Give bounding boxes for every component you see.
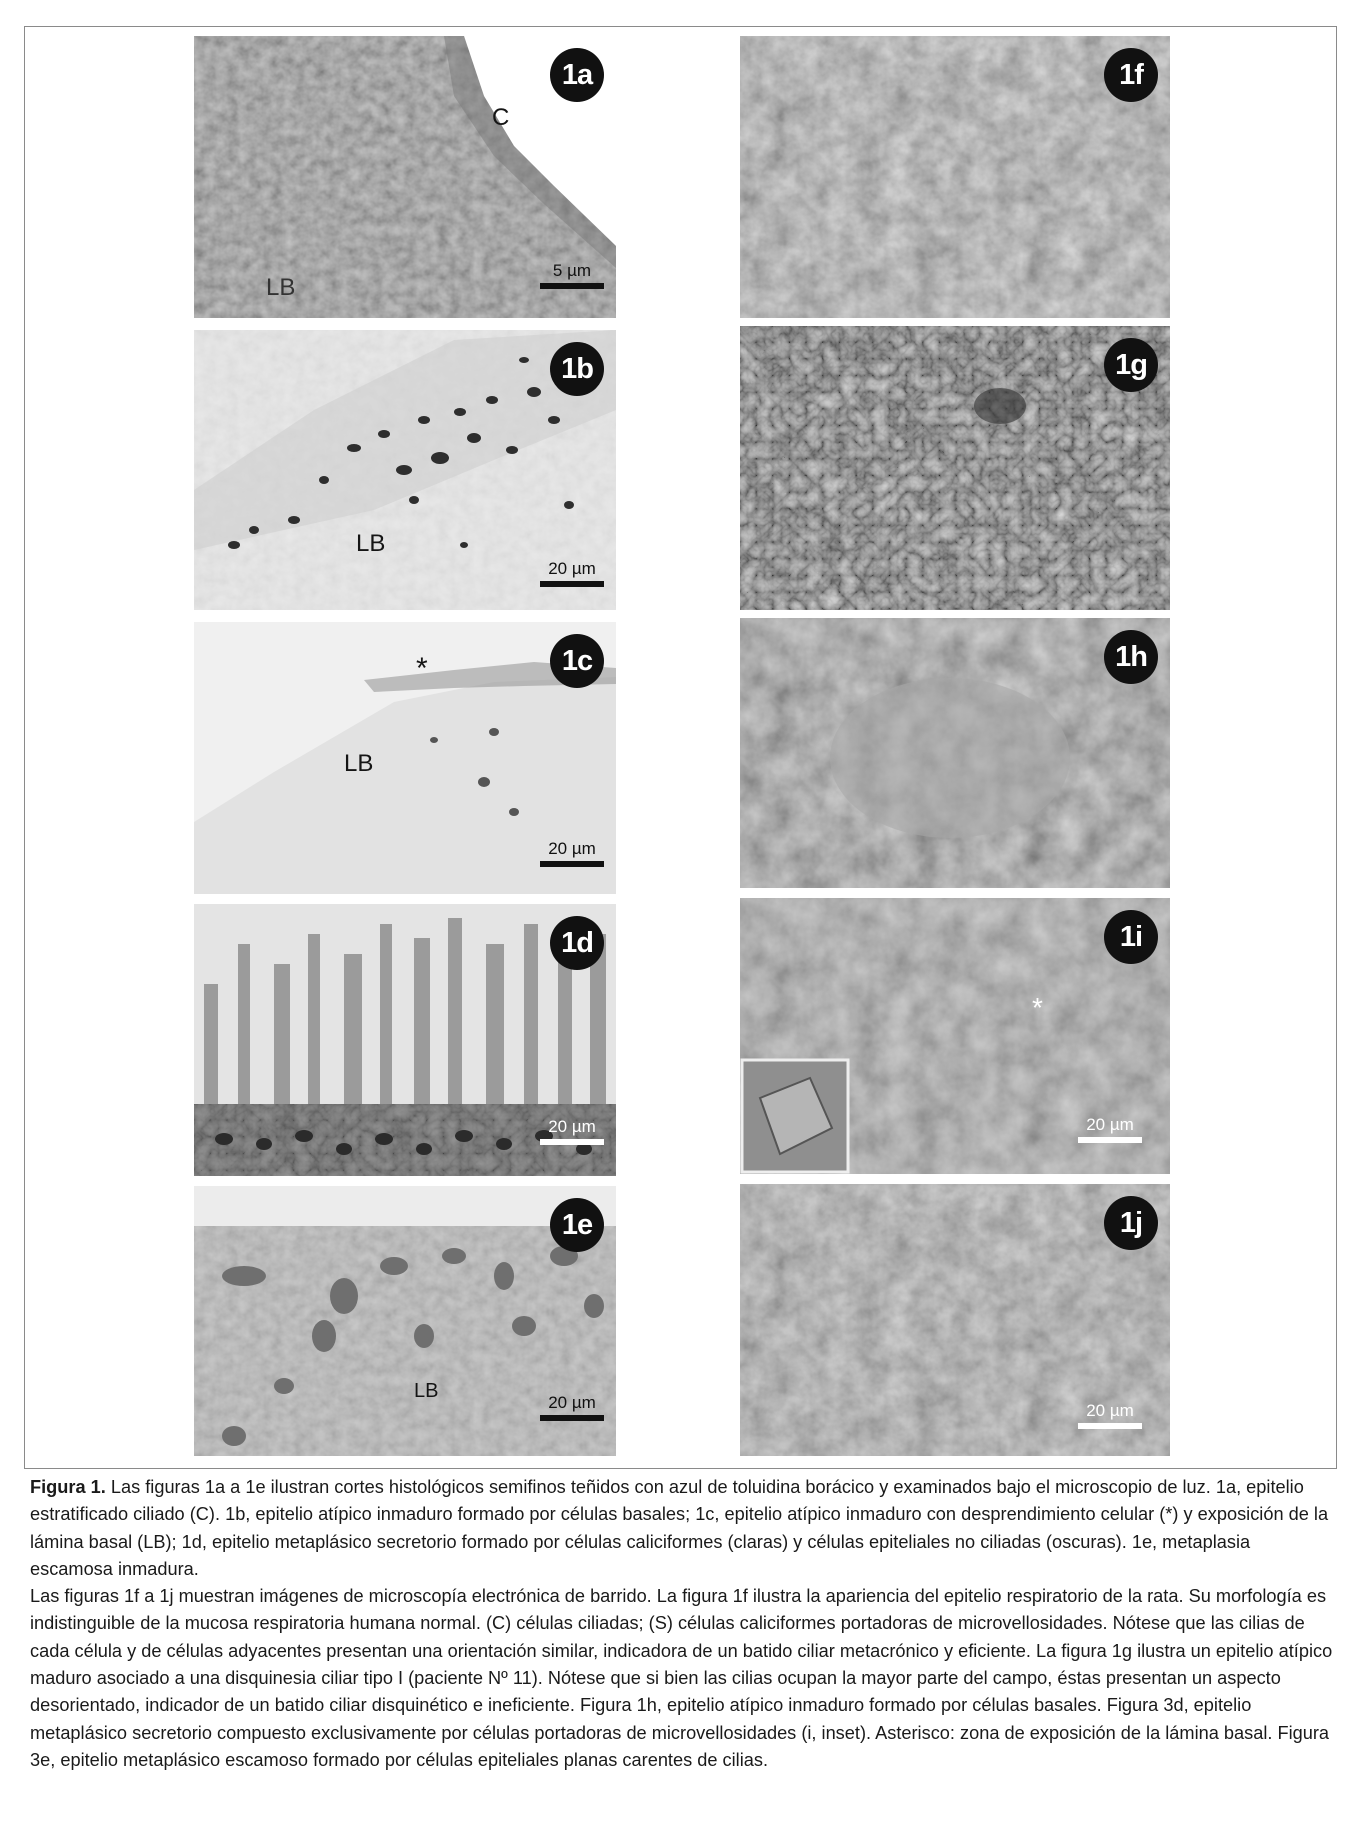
figure-label: Figura 1. [30, 1477, 106, 1497]
panel-1e [194, 1186, 616, 1456]
caption-paragraph-2: Las figuras 1f a 1j muestran imágenes de microscopía electrónica de barrido. La figura 1f ilustra la apariencia del epitelio respiratorio de la rata. Su morfología es indistinguible de la mucosa respiratoria humana normal. (C) células ciliadas; (S) células caliciformes portadoras de microvellosidades. Nótese que las cilias de cada célula y de células adyacentes presentan una orientación similar, indicadora de un batido ciliar metacrónico y eficiente. La figura 1g ilustra un epitelio atípico maduro asociado a una disquinesia ciliar tipo I (paciente Nº 11). Nótese que si bien las cilias ocupan la mayor parte del campo, éstas presentan un aspecto desorientado, indicador de un batido ciliar disquinético e ineficiente. Figura 1h, epitelio atípico inmaduro formado por células basales. Figura 3d, epitelio metaplásico secretorio compuesto exclusivamente por células portadoras de microvellosidades (i, inset). Asterisco: zona de exposición de la lámina basal. Figura 3e, epitelio metaplásico escamoso formado por células epiteliales planas carentes de cilias. [30, 1586, 1333, 1770]
label-lb: LB [414, 1380, 439, 1402]
panel-badge: 1g [1104, 338, 1158, 392]
panel-1d [194, 904, 616, 1176]
scale-bar [540, 1394, 604, 1421]
scale-bar-label: 5 µm [552, 261, 592, 280]
panel-badge: 1b [550, 342, 604, 396]
panel-badge: 1e [550, 1198, 604, 1252]
panel-1i [740, 898, 1170, 1174]
scale-bar [1078, 1116, 1142, 1143]
scale-bar [1078, 1402, 1142, 1429]
label-lb: LB [344, 750, 374, 777]
panel-badge: 1i [1104, 910, 1158, 964]
panel-1j [740, 1184, 1170, 1456]
label-lb: LB [356, 530, 386, 557]
panel-1f [740, 36, 1170, 318]
scale-bar-label: 20 µm [548, 1117, 596, 1136]
label-c: C [492, 104, 510, 131]
scale-bar [540, 262, 604, 289]
label-asterisk: * [1032, 992, 1043, 1023]
panel-1g [740, 326, 1170, 610]
panel-badge: 1f [1104, 48, 1158, 102]
label-asterisk: * [416, 652, 428, 685]
scale-bar-label: 20 µm [548, 1393, 596, 1412]
panel-1c [194, 622, 616, 894]
caption-paragraph-1 [30, 1474, 1335, 1583]
scale-bar-label: 20 µm [548, 839, 596, 858]
panel-badge: 1a [550, 48, 604, 102]
scale-bar [540, 1118, 604, 1145]
scale-bar [540, 840, 604, 867]
panel-badge: 1c [550, 634, 604, 688]
panel-1h [740, 618, 1170, 888]
scale-bar-label: 20 µm [1086, 1401, 1134, 1420]
scale-bar-label: 20 µm [1086, 1115, 1134, 1134]
figure-caption [30, 1474, 1335, 1774]
scale-bar [540, 560, 604, 587]
panel-badge: 1h [1104, 630, 1158, 684]
panel-1b [194, 330, 616, 610]
scale-bar-label: 20 µm [548, 559, 596, 578]
label-lb: LB [266, 274, 296, 301]
panel-badge: 1d [550, 916, 604, 970]
caption-text-1: Las figuras 1a a 1e ilustran cortes histológicos semifinos teñidos con azul de toluidina borácico y examinados bajo el microscopio de luz. 1a, epitelio estratificado ciliado (C). 1b, epitelio atípico inmaduro formado por células basales; 1c, epitelio atípico inmaduro con desprendimiento celular (*) y exposición de la lámina basal (LB); 1d, epitelio metaplásico secretorio formado por células caliciformes (claras) y células epiteliales no ciliadas (oscuras). 1e, metaplasia escamosa inmadura. [30, 1477, 1329, 1579]
panel-1a [194, 36, 616, 318]
panel-badge: 1j [1104, 1196, 1158, 1250]
